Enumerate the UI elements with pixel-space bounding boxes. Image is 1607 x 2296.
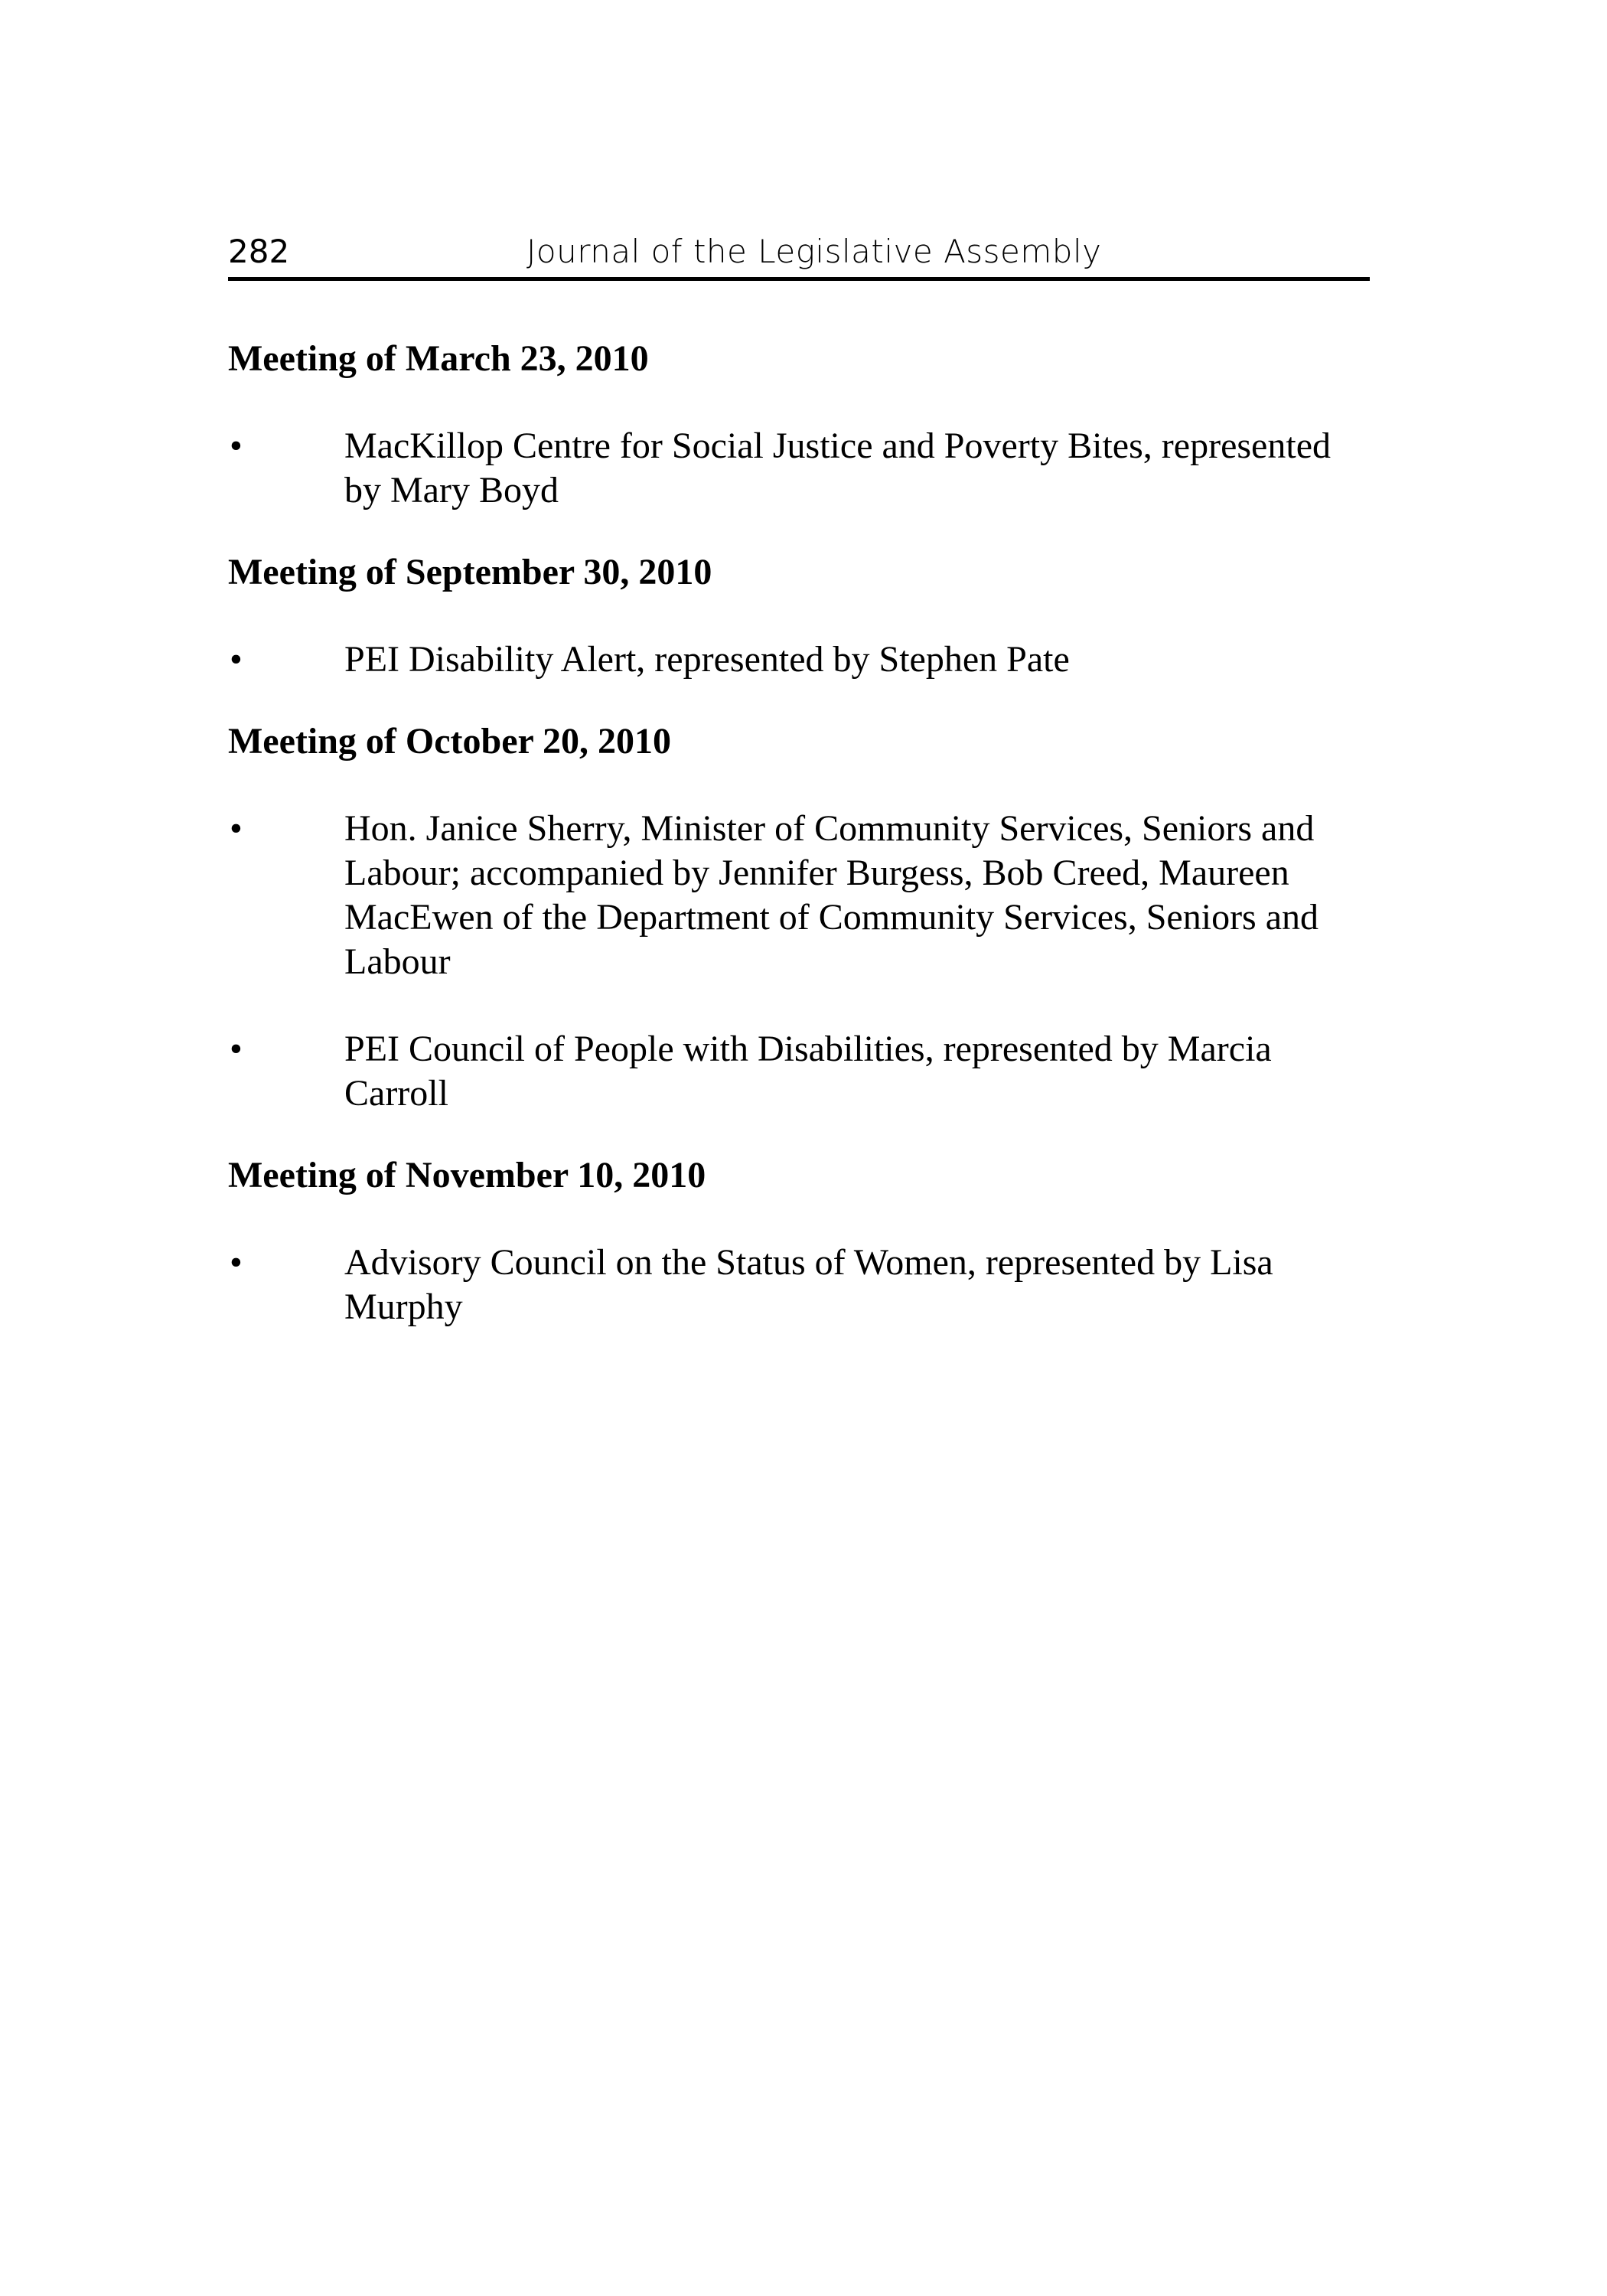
bullet-icon: • (230, 1029, 243, 1069)
list-item (228, 1027, 1376, 1116)
bullet-icon: • (230, 808, 243, 849)
bullet-icon: • (230, 426, 243, 466)
journal-title: Journal of the Legislative Assembly (526, 233, 1102, 270)
meeting-september-30 (228, 550, 1376, 682)
meeting-heading: Meeting of October 20, 2010 (228, 721, 671, 762)
list-item-text: PEI Disability Alert, represented by Stephen Pate (344, 639, 1070, 680)
list-item (228, 638, 1376, 682)
meeting-november-10 (228, 1153, 1376, 1329)
meeting-heading: Meeting of September 30, 2010 (228, 552, 712, 592)
list-item-text: Advisory Council on the Status of Women, represented by Lisa Murphy (344, 1242, 1273, 1327)
page-number: 282 (228, 233, 290, 270)
list-item (228, 807, 1376, 984)
meeting-heading: Meeting of March 23, 2010 (228, 338, 649, 379)
list-item-text: PEI Council of People with Disabilities, represented by Marcia Carroll (344, 1029, 1272, 1114)
meeting-march-23 (228, 337, 1376, 513)
list-item (228, 1241, 1376, 1329)
bullet-icon: • (230, 639, 243, 680)
bullet-icon: • (230, 1242, 243, 1283)
list-item (228, 424, 1376, 513)
meeting-heading: Meeting of November 10, 2010 (228, 1155, 706, 1195)
page-content (228, 337, 1376, 1367)
meeting-october-20 (228, 719, 1376, 1116)
list-item-text: Hon. Janice Sherry, Minister of Community Services, Seniors and Labour; accompanied by Jennifer Burgess, Bob Creed, Maureen MacEwen of the Department of Community Services, Seniors and Labour (344, 808, 1319, 982)
list-item-text: MacKillop Centre for Social Justice and Poverty Bites, represented by Mary Boyd (344, 426, 1331, 510)
running-header (228, 230, 1370, 281)
